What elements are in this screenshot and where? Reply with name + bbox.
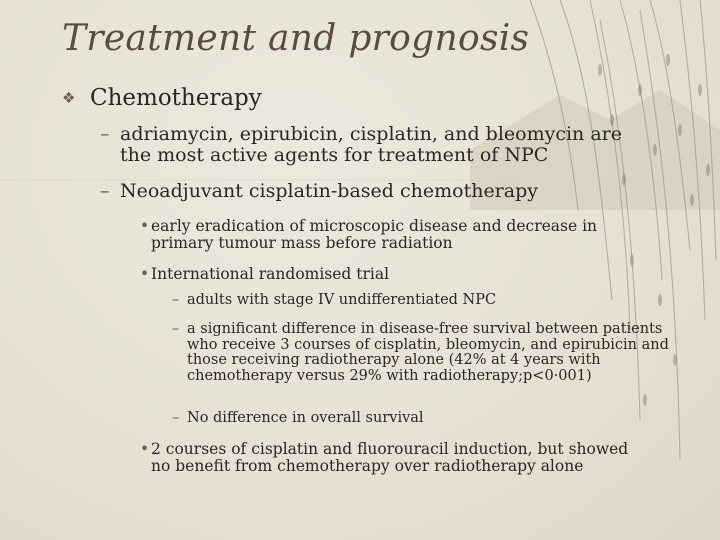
bullet-text: No difference in overall survival [187,410,424,426]
dash-bullet-icon: – [172,292,180,308]
bullet-text: International randomised trial [151,265,390,283]
dot-bullet-icon: • [140,265,150,283]
dash-bullet-icon: – [100,123,110,145]
bullet-text: 2 courses of cisplatin and fluorouracil induction, but showed no benefit from chemotherapy over radiotherapy alone [151,440,629,475]
dash-bullet-icon: – [172,410,180,426]
bullet-text: Chemotherapy [90,85,262,111]
bullet-text: Neoadjuvant cisplatin-based chemotherapy [120,180,538,202]
diamond-bullet-icon: ❖ [62,89,76,107]
dot-bullet-icon: • [140,217,150,235]
bullet-text: early eradication of microscopic disease and decrease in primary tumour mass before radiation [151,217,598,252]
bullet-text: adriamycin, epirubicin, cisplatin, and bleomycin are the most active agents for treatment of NPC [120,123,622,166]
bullet-text: a significant difference in disease-free survival between patients who receive 3 courses of cisplatin, bleomycin, and epirubicin and those receiving radiotherapy alone (42% at 4 years with chemotherapy versus 29% with radiotherapy;p<0·001) [187,321,669,384]
dash-bullet-icon: – [100,180,110,202]
slide-title: Treatment and prognosis [62,18,530,59]
bullet-text: adults with stage IV undifferentiated NPC [187,292,497,308]
dash-bullet-icon: – [172,321,180,337]
dot-bullet-icon: • [140,440,150,458]
